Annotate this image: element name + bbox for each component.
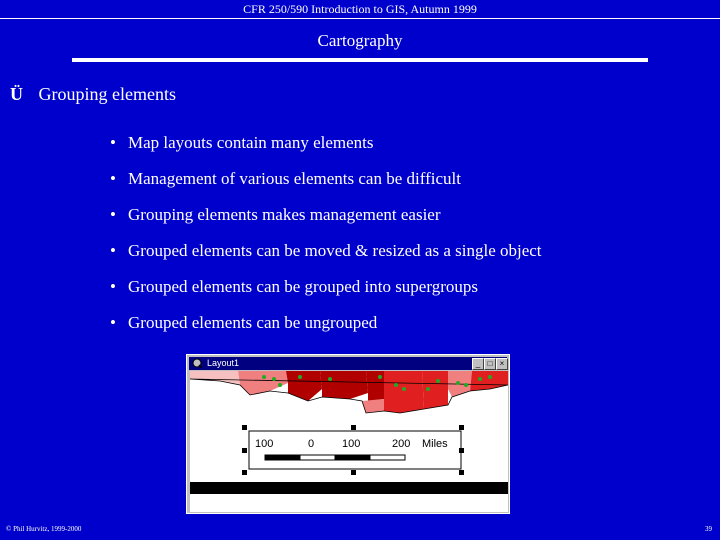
horizontal-scrollbar[interactable] bbox=[190, 482, 508, 494]
copyright-footer: © Phil Hurvitz, 1999-2000 bbox=[6, 525, 82, 533]
map-region bbox=[320, 371, 368, 399]
scale-bar bbox=[265, 455, 405, 460]
maximize-button[interactable]: □ bbox=[484, 358, 496, 370]
list-item-text: Grouped elements can be moved & resized as a single object bbox=[128, 241, 542, 260]
scale-units-label: Miles bbox=[422, 438, 448, 450]
minimize-button[interactable]: _ bbox=[472, 358, 484, 370]
scale-label: 100 bbox=[342, 438, 361, 450]
selection-handle[interactable] bbox=[242, 425, 247, 430]
list-item-text: Grouping elements makes management easier bbox=[128, 205, 441, 224]
selection-handle[interactable] bbox=[242, 470, 247, 475]
map-region bbox=[238, 371, 288, 395]
scale-bar-frame bbox=[249, 431, 461, 469]
map-region bbox=[286, 371, 322, 401]
list-item bbox=[110, 132, 542, 168]
bullet-dot-icon: • bbox=[110, 313, 116, 332]
selection-handle[interactable] bbox=[351, 425, 356, 430]
map-region bbox=[422, 371, 448, 409]
map-region bbox=[470, 371, 508, 391]
list-item bbox=[110, 168, 542, 204]
main-bullet-text: Grouping elements bbox=[38, 84, 176, 104]
slide-title: Cartography bbox=[317, 31, 403, 50]
selection-handle[interactable] bbox=[459, 448, 464, 453]
layout-window-screenshot bbox=[186, 354, 510, 514]
main-bullet bbox=[10, 84, 176, 105]
selection-handle[interactable] bbox=[351, 470, 356, 475]
map-region bbox=[384, 371, 424, 413]
bullet-dot-icon: • bbox=[110, 241, 116, 260]
list-item bbox=[110, 276, 542, 312]
layout-window-title: Layout1 bbox=[207, 358, 240, 368]
course-header: CFR 250/590 Introduction to GIS, Autumn 1999 bbox=[0, 0, 720, 19]
map-region bbox=[366, 371, 386, 401]
bullet-dot-icon: • bbox=[110, 133, 116, 152]
bullet-dot-icon: • bbox=[110, 169, 116, 188]
map-region bbox=[190, 371, 240, 385]
list-item-text: Map layouts contain many elements bbox=[128, 133, 374, 152]
scale-label: 200 bbox=[392, 438, 411, 450]
selection-handle[interactable] bbox=[459, 425, 464, 430]
close-button[interactable]: × bbox=[496, 358, 508, 370]
sub-bullet-list bbox=[110, 132, 542, 348]
list-item-text: Grouped elements can be ungrouped bbox=[128, 313, 378, 332]
list-item bbox=[110, 204, 542, 240]
slide-number: 39 bbox=[705, 525, 712, 533]
list-item-text: Management of various elements can be difficult bbox=[128, 169, 461, 188]
bullet-dot-icon: • bbox=[110, 277, 116, 296]
list-item-text: Grouped elements can be grouped into supergroups bbox=[128, 277, 478, 296]
selection-handle[interactable] bbox=[459, 470, 464, 475]
layout-canvas[interactable] bbox=[190, 371, 508, 512]
title-underline bbox=[72, 58, 648, 62]
scale-label: 0 bbox=[308, 438, 315, 450]
layout-window-titlebar[interactable] bbox=[189, 357, 507, 370]
bullet-dot-icon: • bbox=[110, 205, 116, 224]
selection-handle[interactable] bbox=[242, 448, 247, 453]
scale-label: 100 bbox=[255, 438, 274, 450]
list-item bbox=[110, 312, 542, 348]
list-item bbox=[110, 240, 542, 276]
layout-window-icon bbox=[192, 358, 203, 369]
curved-arrow-bullet-icon: Ü bbox=[10, 84, 23, 104]
